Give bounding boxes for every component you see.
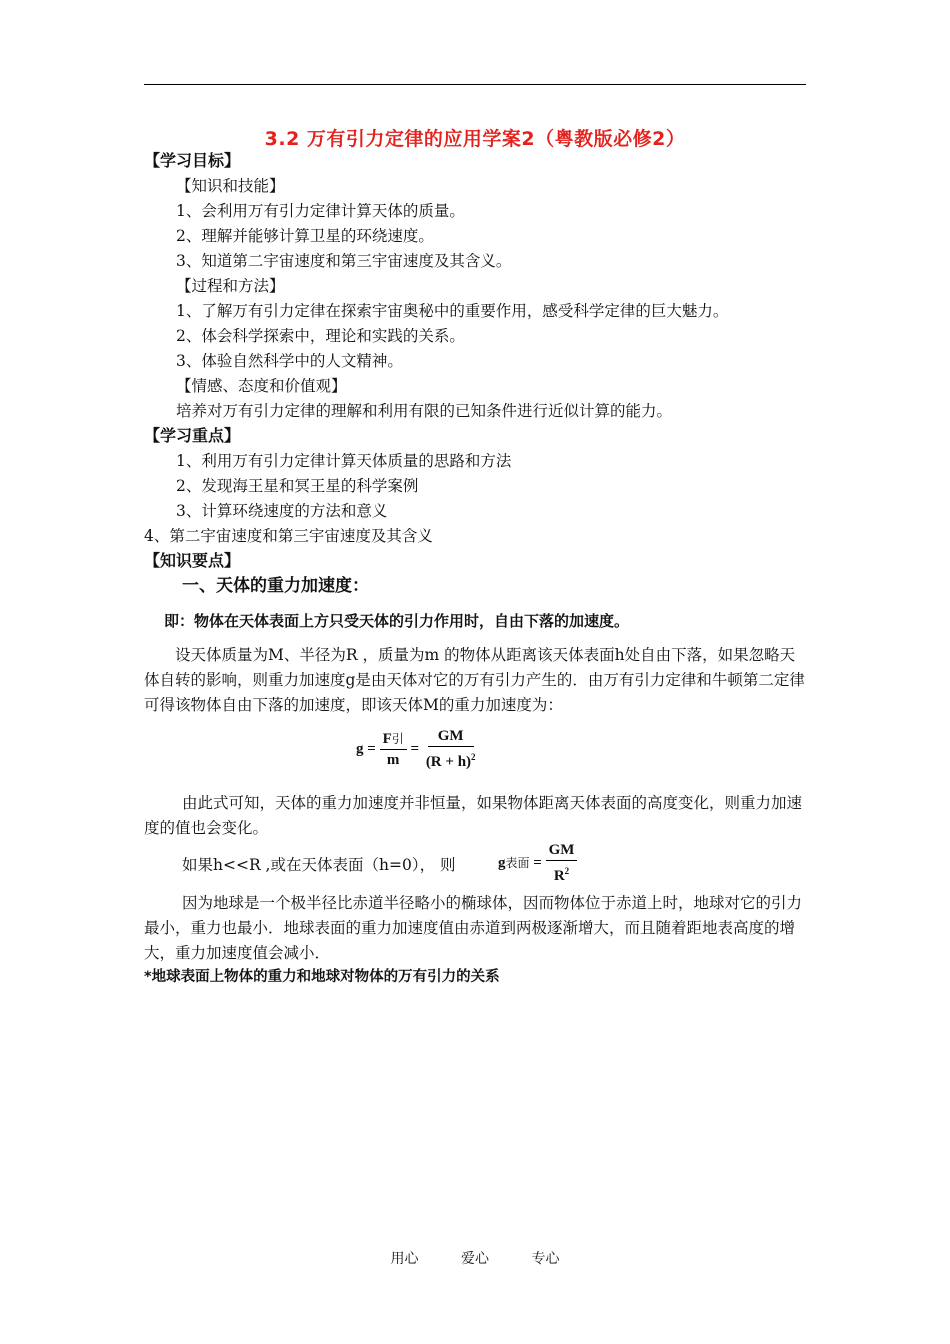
gravity-formula — [356, 728, 479, 771]
paragraph-text: 因为地球是一个极半径比赤道半径略小的椭球体，因而物体位于赤道上时，地球对它的引力最小，重力也最小．地球表面的重力加速度值由赤道到两极逐渐增大，而且随着距地表高度的增大，重力加速度值会减小． — [144, 894, 803, 962]
paragraph-text: 由此式可知，天体的重力加速度并非恒量，如果物体距离天体表面的高度变化，则重力加速度的值也会变化。 — [144, 794, 803, 837]
footer-text: 用心 — [390, 1251, 419, 1267]
focus-item: 3、计算环绕速度的方法和意义 — [176, 502, 388, 520]
formula-lhs-sub: 表面 — [505, 855, 530, 870]
points-heading: 【知识要点】 — [144, 551, 241, 570]
footer-text: 爱心 — [461, 1251, 489, 1267]
section-title: 一、天体的重力加速度： — [182, 576, 369, 596]
formula-equals: = — [410, 740, 420, 757]
fraction-surface — [546, 842, 578, 885]
fraction-gm-distance — [423, 728, 479, 771]
paragraph — [144, 891, 806, 966]
formula-lhs: g = — [356, 740, 376, 757]
note-text: *地球表面上物体的重力和地球对物体的万有引力的关系 — [144, 969, 500, 985]
knowledge-heading: 【知识和技能】 — [176, 177, 285, 195]
knowledge-item: 1、会利用万有引力定律计算天体的质量。 — [176, 202, 465, 220]
definition-text: 即：物体在天体表面上方只受天体的引力作用时，自由下落的加速度。 — [164, 612, 630, 630]
process-item: 1、了解万有引力定律在探索宇宙奥秘中的重要作用，感受科学定律的巨大魅力。 — [176, 302, 729, 320]
formula-exponent: 2 — [471, 752, 476, 762]
formula-force: F — [382, 730, 392, 747]
focus-item: 1、利用万有引力定律计算天体质量的思路和方法 — [176, 452, 512, 470]
focus-item: 4、第二宇宙速度和第三宇宙速度及其含义 — [144, 527, 433, 545]
fraction-force-mass — [380, 731, 407, 769]
knowledge-item: 2、理解并能够计算卫星的环绕速度。 — [176, 227, 434, 245]
paragraph-text: 设天体质量为M、半径为R ，质量为m 的物体从距离该天体表面h处自由下落，如果忽略天体自转的影响，则重力加速度g是由天体对它的万有引力产生的．由万有引力定律和牛顿第二定律可得该物体自由下落的加速度，即该天体M的重力加速度为： — [144, 646, 805, 714]
goals-heading: 【学习目标】 — [144, 151, 241, 170]
formula-gm: GM — [546, 842, 578, 861]
process-heading: 【过程和方法】 — [176, 277, 285, 295]
surface-gravity-formula — [498, 842, 577, 885]
formula-lhs: g — [498, 854, 506, 871]
focus-item: 2、发现海王星和冥王星的科学案例 — [176, 477, 419, 495]
page-title: 3.2 万有引力定律的应用学案2（粤教版必修2） — [264, 128, 686, 150]
attitude-text: 培养对万有引力定律的理解和利用有限的已知条件进行近似计算的能力。 — [176, 402, 673, 420]
surface-condition-text: 如果h<<R ,或在天体表面（h=0）， 则 — [182, 856, 456, 874]
formula-exponent: 2 — [564, 866, 570, 876]
formula-radius: R — [553, 868, 565, 884]
formula-force-sub: 引 — [391, 731, 404, 746]
focus-heading: 【学习重点】 — [144, 426, 241, 445]
attitude-heading: 【情感、态度和价值观】 — [176, 377, 347, 395]
formula-equals: = — [533, 854, 542, 871]
paragraph — [144, 791, 806, 841]
formula-gm: GM — [428, 728, 474, 747]
formula-mass: m — [386, 751, 400, 768]
knowledge-item: 3、知道第二宇宙速度和第三宇宙速度及其含义。 — [176, 252, 512, 270]
formula-distance: (R + h) — [425, 754, 472, 770]
footer-text: 专心 — [531, 1251, 560, 1267]
process-item: 3、体验自然科学中的人文精神。 — [176, 352, 403, 370]
page-footer — [0, 1248, 950, 1268]
header-rule — [144, 84, 806, 85]
paragraph — [144, 643, 806, 718]
process-item: 2、体会科学探索中，理论和实践的关系。 — [176, 327, 465, 345]
